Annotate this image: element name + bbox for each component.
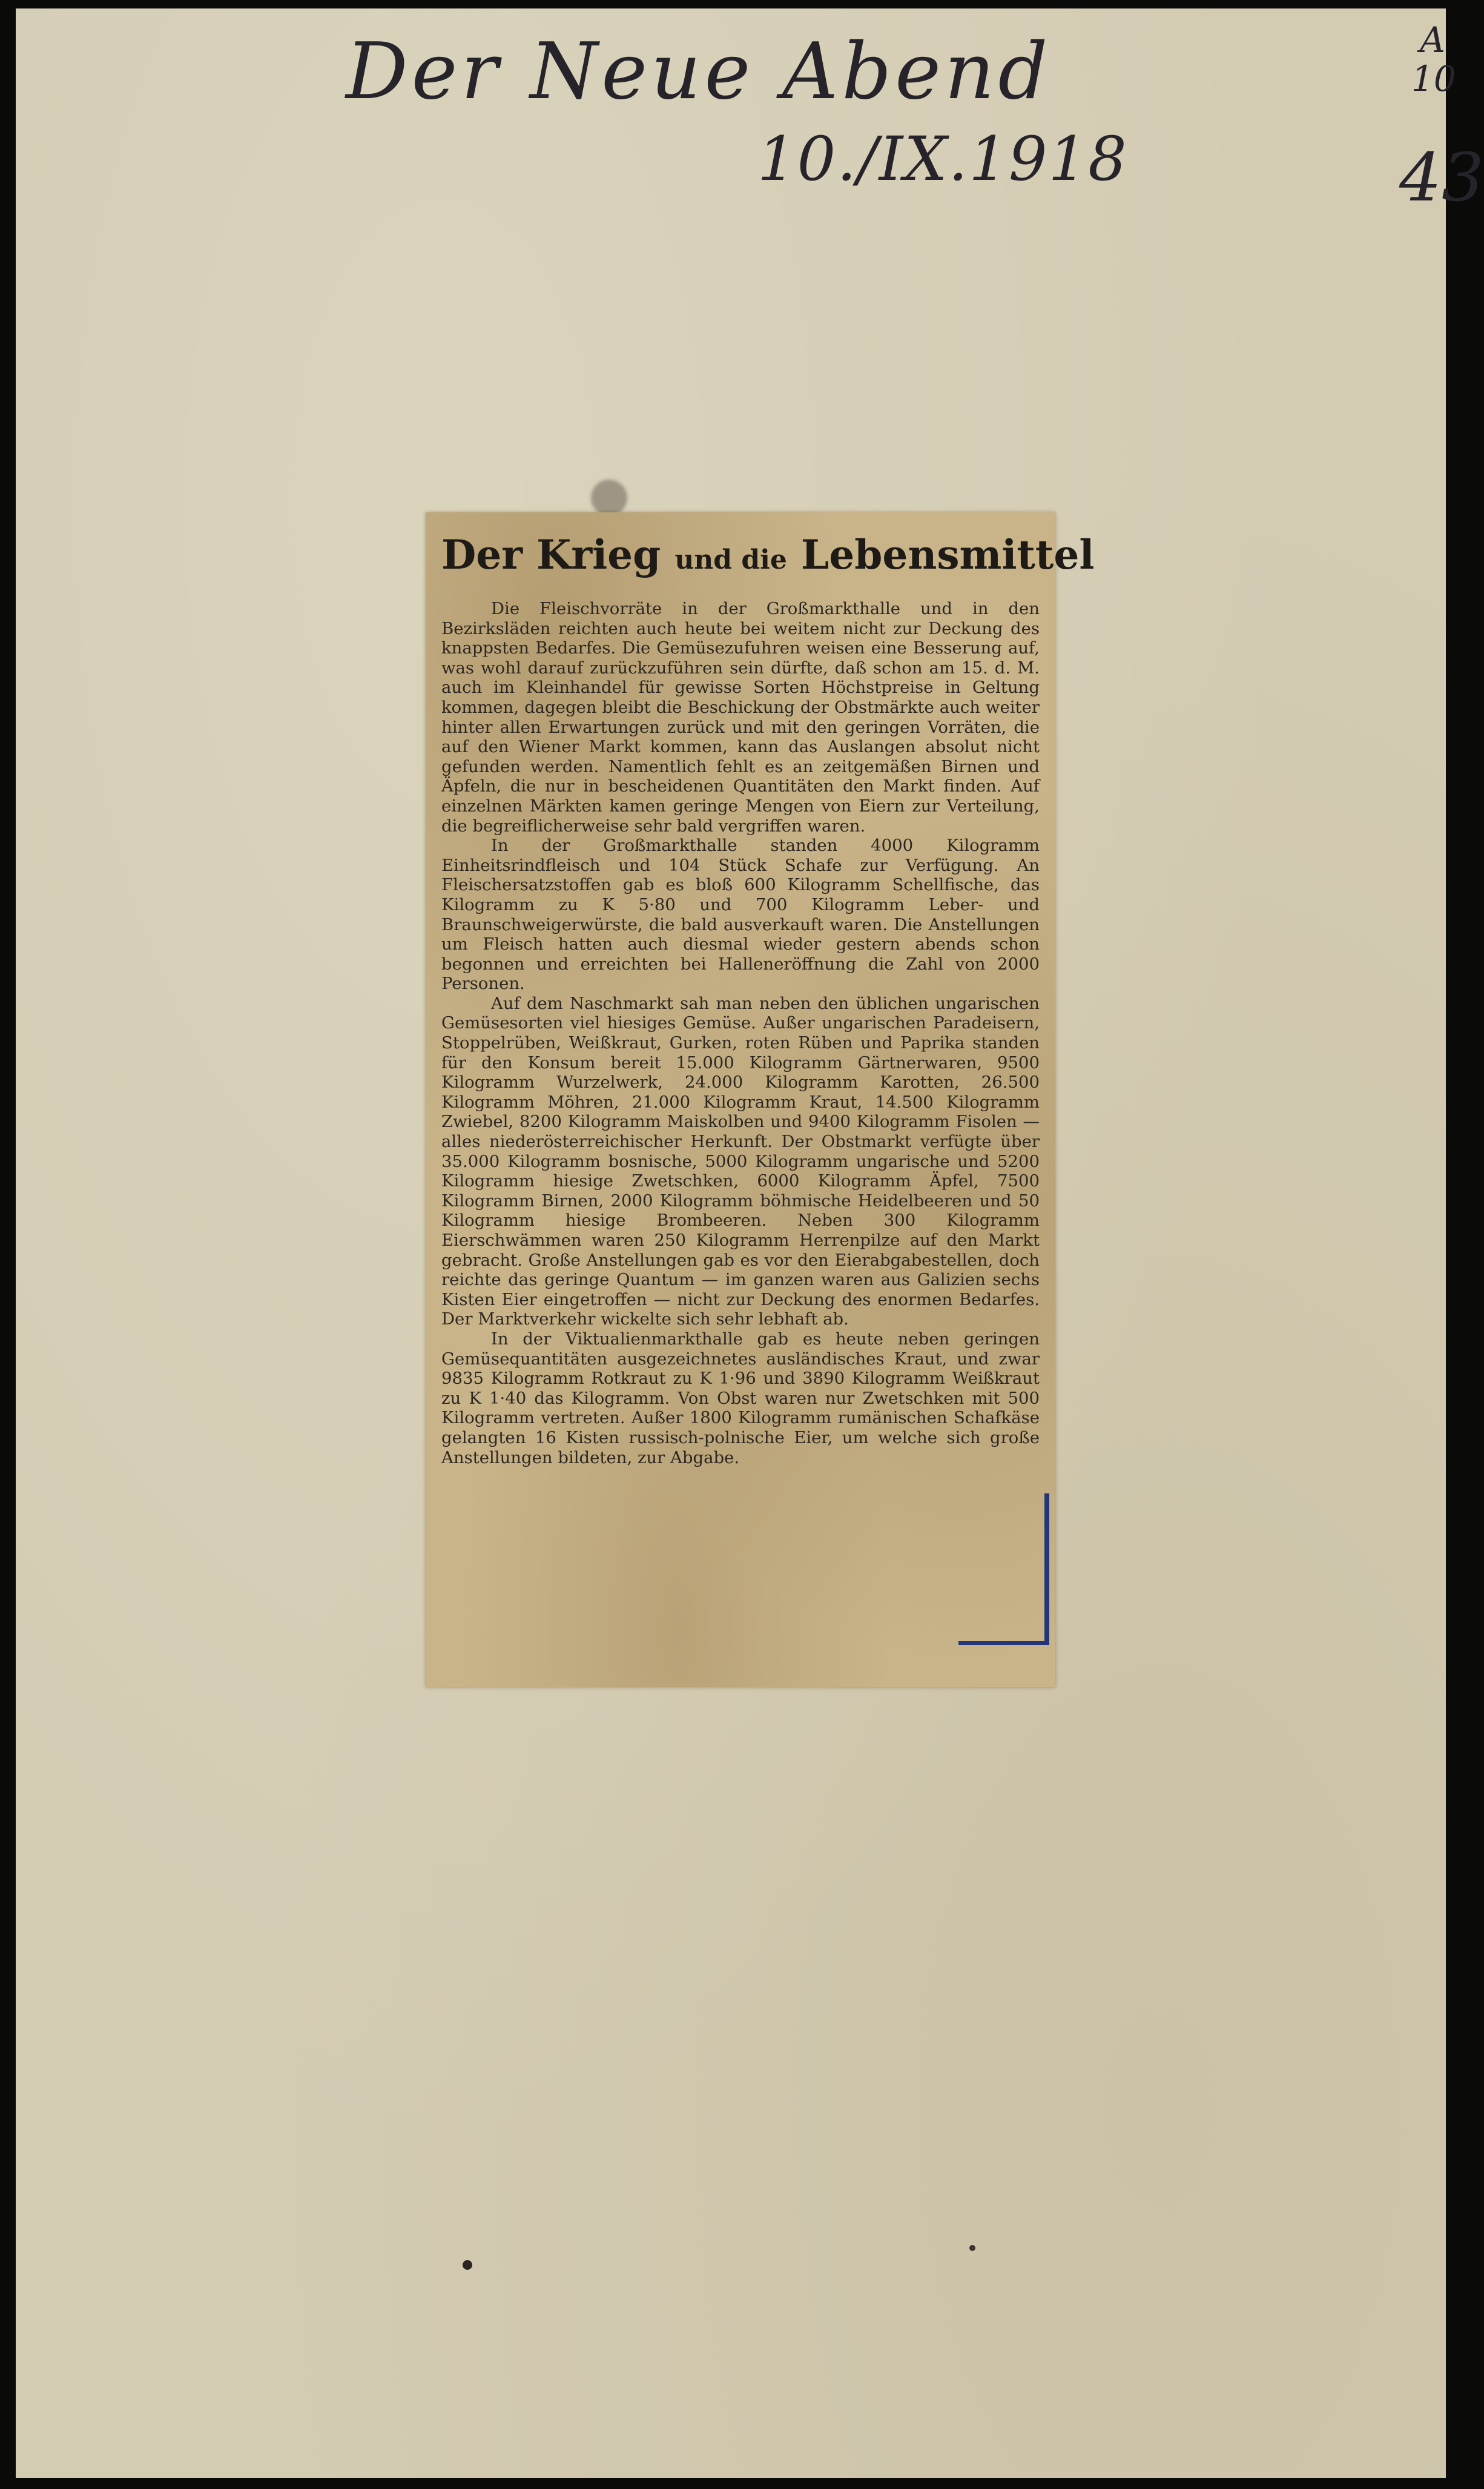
clipping-headline xyxy=(441,529,1095,586)
headline-part-1: Der Krieg xyxy=(441,531,661,578)
archive-reference: A 10 xyxy=(1411,19,1456,99)
pin-stain xyxy=(591,480,627,516)
blue-pencil-underline xyxy=(958,1641,1049,1645)
handwritten-date: 10./IX.1918 xyxy=(757,124,1128,194)
article-paragraph: Die Fleischvorräte in der Großmarkthalle und in den Bezirksläden reichten auch heute bei weitem nicht zur Deckung des knappsten Bedarfes. Die Gemüsezufuhren weisen eine Besserung auf, was wohl darauf zurückzuführen sein dürfte, daß schon am 15. d. M. auch im Kleinhandel für gewisse Sorten Höchstpreise in Geltung kommen, dagegen bleibt die Beschickung der Obstmärkte auch weiter hinter allen Erwartungen zurück und mit den geringen Vorräten, die auf den Wiener Markt kommen, kann das Auslangen absolut nicht gefunden werden. Namentlich fehlt es an zeitgemäßen Birnen und Äpfeln, die nur in bescheidenen Quantitäten den Markt finden. Auf einzelnen Märkten kamen geringe Mengen von Eiern zur Verteilung, die begreiflicherweise sehr bald vergriffen waren. xyxy=(441,599,1040,836)
ink-dot xyxy=(969,2245,975,2251)
handwritten-source-title: Der Neue Abend xyxy=(346,27,1052,117)
article-paragraph: In der Viktualienmarkthalle gab es heute neben geringen Gemüsequantitäten ausgezeichnetes ausländisches Kraut, und zwar 9835 Kilogramm Rotkraut zu K 1·96 und 3890 Kilogramm Weißkraut zu K 1·40 das Kilogramm. Von Obst waren nur Zwetschken mit 500 Kilogramm vertreten. Außer 1800 Kilogramm rumänischen Schafkäse gelangten 16 Kisten russisch-polnische Eier, um welche sich große Anstellungen bildeten, zur Abgabe. xyxy=(441,1329,1040,1467)
folio-number: 43 xyxy=(1399,139,1484,216)
article-paragraph: In der Großmarkthalle standen 4000 Kilogramm Einheitsrindfleisch und 104 Stück Schafe zur Verfügung. An Fleischersatzstoffen gab es bloß 600 Kilogramm Schellfische, das Kilogramm zu K 5·80 und 700 Kilogramm Leber- und Braunschweigerwürste, die bald ausverkauft waren. Die Anstellungen um Fleisch hatten auch diesmal wieder gestern abends schon begonnen und erreichten bei Halleneröffnung die Zahl von 2000 Personen. xyxy=(441,836,1040,994)
ink-dot xyxy=(463,2260,472,2270)
newspaper-clipping xyxy=(426,512,1095,1687)
paper-sheet xyxy=(16,8,1484,2478)
headline-part-2: und die xyxy=(674,544,787,575)
headline-part-3: Lebensmittel xyxy=(800,531,1095,578)
article-paragraph: Auf dem Naschmarkt sah man neben den üblichen ungarischen Gemüsesorten viel hiesiges Gemüse. Außer ungarischen Paradeisern, Stoppelrüben, Weißkraut, Gurken, roten Rüben und Paprika standen für den Konsum bereit 15.000 Kilogramm Gärtnerwaren, 9500 Kilogramm Wurzelwerk, 24.000 Kilogramm Karotten, 26.500 Kilogramm Möhren, 21.000 Kilogramm Kraut, 14.500 Kilogramm Zwiebel, 8200 Kilogramm Maiskolben und 9400 Kilogramm Fisolen — alles niederösterreichischer Herkunft. Der Obstmarkt verfügte über 35.000 Kilogramm bosnische, 5000 Kilogramm ungarische und 5200 Kilogramm hiesige Zwetschken, 6000 Kilogramm Äpfel, 7500 Kilogramm Birnen, 2000 Kilogramm böhmische Heidelbeeren und 50 Kilogramm hiesige Brombeeren. Neben 300 Kilogramm Eierschwämmen waren 250 Kilogramm Herrenpilze auf den Markt gebracht. Große Anstellungen gab es vor den Eierabgabestellen, doch reichte das geringe Quantum — im ganzen waren aus Galizien sechs Kisten Eier eingetroffen — nicht zur Deckung des enormen Bedarfes. Der Marktverkehr wickelte sich sehr lebhaft ab. xyxy=(441,993,1040,1329)
blue-pencil-mark xyxy=(1044,1493,1049,1645)
